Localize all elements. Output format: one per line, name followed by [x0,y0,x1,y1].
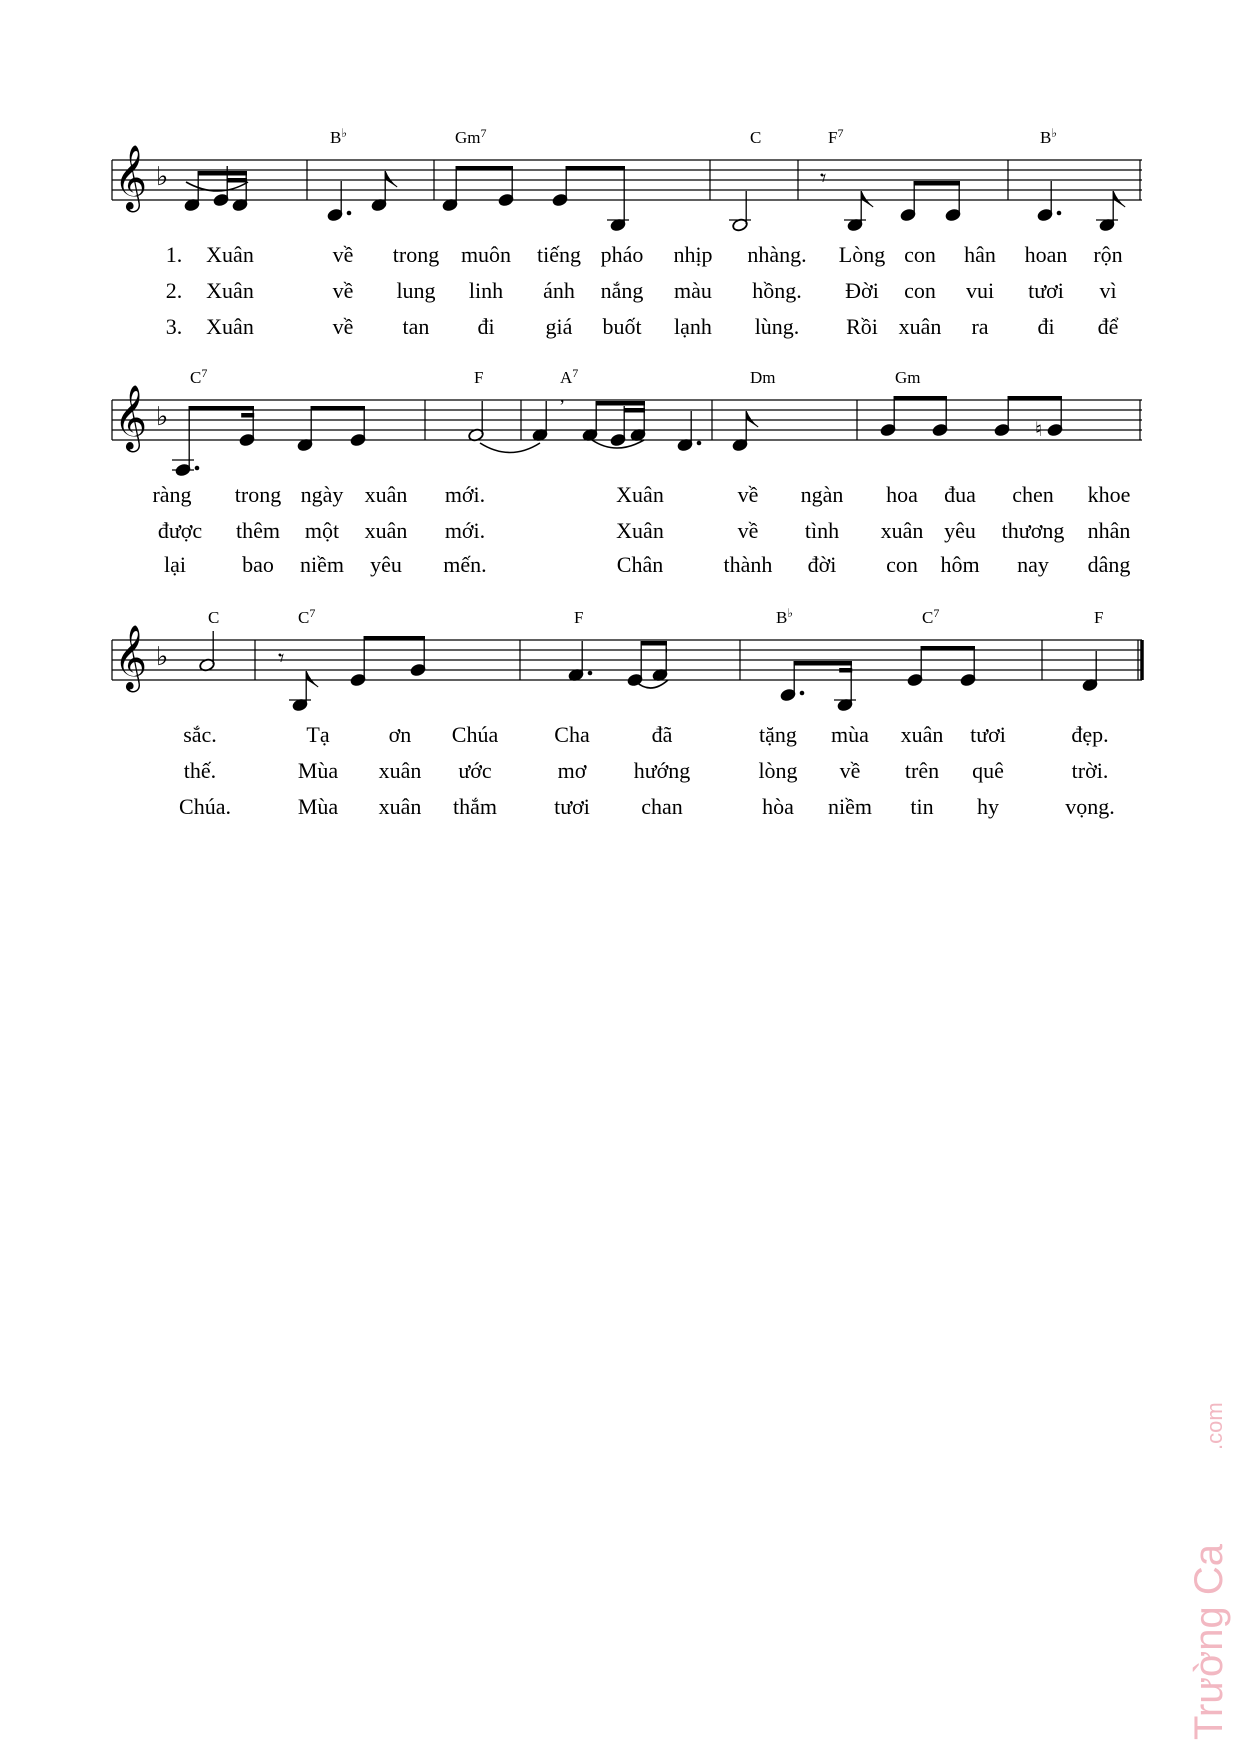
dot [195,466,200,471]
lyric-syllable: đẹp. [1071,722,1109,747]
lyric-syllable: dâng [1087,552,1131,577]
note-flag [385,171,397,187]
beam [914,181,960,186]
system-1 [112,126,1142,339]
chord-symbol: C [208,608,220,627]
beam [921,646,975,651]
dot [800,691,805,696]
lyric-syllable: lùng. [754,314,800,339]
lyric-syllable: xuân [364,518,408,543]
lyric-syllable: về [839,758,861,783]
beam [596,401,645,406]
lyric-syllable: niềm [828,794,872,819]
lyric-syllable: về [332,278,354,303]
beam [566,166,625,171]
note-flag [746,411,758,427]
lyric-syllable: hướng [633,758,691,783]
lyric-syllable: con [904,278,936,303]
verse-number: 2. [165,278,183,303]
lyric-syllable: trong [392,242,440,267]
beam [641,641,667,646]
lyric-syllable: được [157,518,203,543]
lyric-syllable: hoan [1024,242,1068,267]
lyric-syllable: xuân [378,794,422,819]
lyric-syllable: mới. [444,482,486,507]
lyric-syllable: tình [804,518,840,543]
beam [1008,396,1062,401]
lyric-syllable: bao [242,552,274,577]
lyric-syllable: về [332,314,354,339]
lyric-syllable: buốt [602,314,642,339]
lyric-syllable: xuân [898,314,942,339]
lyric-syllable: thêm [236,518,280,543]
lyric-syllable: Chân [616,552,664,577]
chord-symbol: B♭ [776,606,794,627]
beam [794,661,852,666]
lyric-syllable: linh [468,278,504,303]
lyric-syllable: hân [964,242,996,267]
chord-symbol: Dm [750,368,776,387]
lyric-syllable: Xuân [616,482,664,507]
beam [311,406,365,411]
lyric-syllable: thành [723,552,773,577]
lyric-syllable: về [737,518,759,543]
lyric-syllable: yêu [944,518,976,543]
chord-symbol: B♭ [1040,126,1058,147]
lyric-syllable: trong [234,482,282,507]
lyric-syllable: con [904,242,936,267]
beam [894,396,947,401]
lyric-syllable: mến. [443,552,487,577]
beam-secondary [624,408,645,413]
lyric-syllable: pháo [600,242,644,267]
lyric-syllable: xuân [364,482,408,507]
lyric-syllable: lung [396,278,436,303]
chord-symbol: $F^7$ [828,126,844,147]
lyric-syllable: ước [458,758,492,783]
note-flag [306,671,318,687]
lyric-syllable: hy [977,794,999,819]
lyric-syllable: nhịp [673,242,713,267]
lyric-syllable: niềm [300,552,344,577]
verse-number: 1. [165,242,183,267]
lyric-syllable: tươi [1028,278,1064,303]
chord-symbol: $C^7$ [298,606,316,627]
lyric-syllable: lại [164,552,186,577]
key-flat-icon: ♭ [156,642,169,672]
eighth-rest-icon: 𝄾 [820,164,827,192]
lyric-syllable: lòng [758,758,798,783]
chord-symbol: Gm [895,368,921,387]
chord-symbol: F [474,368,484,387]
tie [480,443,540,453]
lyric-syllable: Xuân [206,242,254,267]
natural-icon: ♮ [1035,417,1043,441]
lyric-syllable: muôn [460,242,512,267]
dot [347,211,352,216]
lyric-syllable: để [1097,314,1119,339]
lyric-syllable: hòa [762,794,794,819]
lyric-syllable: mới. [444,518,486,543]
lyric-syllable: hoa [886,482,918,507]
note-flag [1113,191,1125,207]
lyric-syllable: Đời [845,278,879,303]
lyric-syllable: đi [477,314,495,339]
lyric-syllable: giá [545,314,573,339]
lyric-syllable: chen [1012,482,1054,507]
lyric-syllable: Chúa [451,722,499,747]
lyric-syllable: nhân [1087,518,1131,543]
lyric-syllable: đời [807,552,837,577]
lyric-syllable: tươi [970,722,1006,747]
lyric-syllable: tươi [554,794,590,819]
lyric-syllable: đã [651,722,673,747]
lyric-syllable: rộn [1093,242,1123,267]
lyric-syllable: mơ [557,758,587,783]
lyric-syllable: ơn [388,722,412,747]
lyric-syllable: thắm [453,794,497,819]
lyric-syllable: ra [971,314,989,339]
watermark [1187,1402,1231,1740]
eighth-rest-icon: 𝄾 [278,644,285,672]
lyric-syllable: tan [402,314,430,339]
lyric-syllable: xuân [880,518,924,543]
lyric-syllable: ánh [543,278,575,303]
chord-symbol: B♭ [330,126,348,147]
chord-symbol: F [574,608,584,627]
lyric-syllable: tin [910,794,934,819]
lyric-syllable: hôm [940,552,980,577]
chord-symbol: C [750,128,762,147]
lyric-syllable: sắc. [183,722,217,747]
lyric-syllable: đua [944,482,976,507]
chord-symbol: $A^7$ [560,366,579,387]
lyric-syllable: xuân [378,758,422,783]
lyric-syllable: Cha [554,722,590,747]
lyric-syllable: lạnh [674,314,712,339]
lyric-syllable: thương [1001,518,1065,543]
chord-symbol: $C^7$ [922,606,940,627]
verse-number: 3. [165,314,183,339]
chord-symbol: $C^7$ [190,366,208,387]
lyric-syllable: Xuân [206,314,254,339]
lyric-syllable: Mùa [297,758,339,783]
treble-clef-icon: 𝄞 [114,625,148,690]
lyric-syllable: Xuân [616,518,664,543]
lyric-syllable: vì [1099,278,1117,303]
lyric-syllable: quê [972,758,1004,783]
lyric-syllable: trên [904,758,940,783]
lyric-syllable: màu [674,278,712,303]
lyric-syllable: Tạ [306,722,330,747]
watermark-brand: Trường Ca [1187,1543,1231,1740]
beam [198,171,247,176]
lyric-syllable: vọng. [1065,794,1115,819]
lyric-syllable: Lòng [838,242,886,267]
lyric-syllable: nhàng. [747,242,807,267]
watermark-suffix: .com [1202,1402,1227,1450]
chord-symbol: Gm$^7$ [455,126,487,147]
beam-secondary [666,648,667,653]
lyric-syllable: tiếng [537,242,581,267]
lyric-syllable: con [886,552,918,577]
lyric-syllable: đi [1037,314,1055,339]
beam-partial [839,668,852,673]
key-flat-icon: ♭ [156,402,169,432]
lyric-syllable: ngàn [800,482,844,507]
lyric-syllable: yêu [370,552,402,577]
note-flag [861,191,873,207]
lyric-syllable: Xuân [206,278,254,303]
lyric-syllable: mùa [831,722,869,747]
lyric-syllable: xuân [900,722,944,747]
treble-clef-icon: 𝄞 [114,385,148,450]
lyric-syllable: về [737,482,759,507]
dot [1057,211,1062,216]
lyric-syllable: trời. [1071,758,1109,783]
lyric-syllable: nắng [600,278,644,303]
lyric-syllable: hồng. [752,278,802,303]
lyric-syllable: Mùa [297,794,339,819]
lyric-syllable: Chúa. [179,794,231,819]
system-3 [112,606,1142,819]
treble-clef-icon: 𝄞 [114,145,148,210]
lyric-syllable: ràng [152,482,192,507]
dot [588,671,593,676]
beam [364,636,425,641]
beam [456,166,513,171]
dot [697,441,702,446]
lyric-syllable: một [304,518,340,543]
breath-mark: , [560,386,565,406]
key-flat-icon: ♭ [156,162,169,192]
chord-symbol: F [1094,608,1104,627]
lyric-syllable: tặng [759,722,797,747]
system-2 [112,366,1142,577]
beam-secondary [227,178,247,183]
beam [189,406,254,411]
lyric-syllable: ngày [300,482,344,507]
lyric-syllable: về [332,242,354,267]
lyric-syllable: Rồi [846,314,878,339]
lyric-syllable: thế. [183,758,217,783]
lyric-syllable: chan [641,794,683,819]
lyric-syllable: nay [1017,552,1049,577]
beam-partial [241,413,254,418]
lyric-syllable: khoe [1087,482,1131,507]
lyric-syllable: vui [965,278,995,303]
